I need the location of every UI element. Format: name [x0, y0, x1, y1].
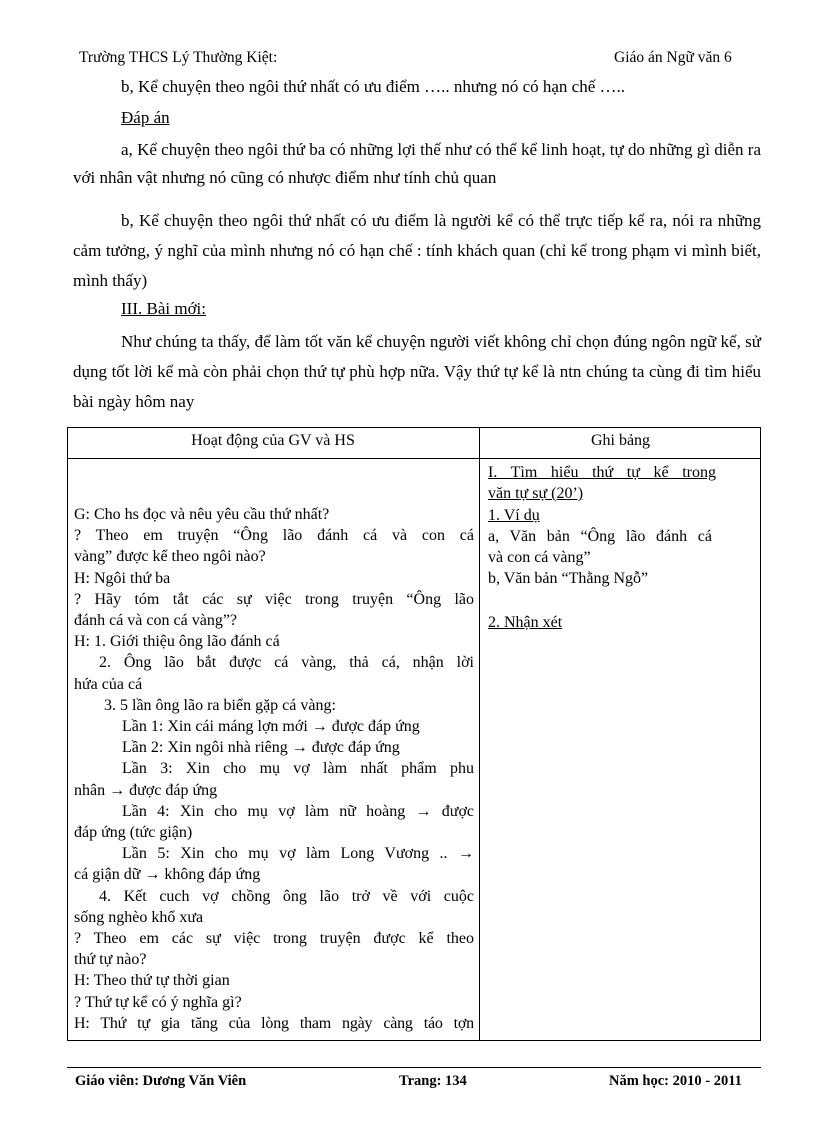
- table-header-board: Ghi bảng: [590, 432, 651, 449]
- intro-line-b: b, Kể chuyện theo ngôi thứ nhất có ưu điểm ….. nhưng nó có hạn chế …..: [121, 77, 626, 96]
- answer-a: a, Kể chuyện theo ngôi thứ ba có những lợi thế như có thể kể linh hoạt, tự do những gì diễn ra với nhân vật nhưng nó cũng có nhược điểm như tính chủ quan: [73, 140, 761, 187]
- table-header-divider: [67, 458, 761, 459]
- table-column-divider: [479, 427, 480, 1041]
- footer-teacher: Giáo viên: Dương Văn Viên: [75, 1073, 247, 1089]
- example-a-line-2: và con cá vàng”: [488, 549, 591, 566]
- activity-line: H: 1. Giới thiệu ông lão đánh cá: [74, 633, 280, 651]
- activity-line: hứa của cá: [74, 675, 143, 693]
- activity-line: 2. Ông lão bắt được cá vàng, thả cá, nhận lời: [99, 654, 474, 672]
- section-title-line-2: văn tự sự (20’): [488, 485, 584, 502]
- new-lesson-text: Như chúng ta thấy, để làm tốt văn kể chuyện người viết không chỉ chọn đúng ngôn ngữ kể, sử dụng tốt lời kể mà còn phải chọn thứ tự phù hợp nữa. Vậy thứ tự kể là ntn chúng ta cùng đi tìm hiểu bài ngày hôm nay: [73, 332, 761, 411]
- footer-divider: [67, 1067, 761, 1068]
- activity-line: vàng” được kể theo ngôi nào?: [74, 548, 266, 566]
- activity-line: H: Thứ tự gia tăng của lòng tham ngày càng táo tợn: [74, 1014, 474, 1032]
- activity-line: G: Cho hs đọc và nêu yêu cầu thứ nhất?: [74, 506, 330, 523]
- activities-column: [74, 504, 474, 1034]
- activity-line: đáp ứng (tức giận): [74, 824, 193, 842]
- new-lesson-heading: III. Bài mới:: [121, 299, 206, 318]
- remark-heading: 2. Nhận xét: [488, 614, 563, 631]
- example-heading: 1. Ví dụ: [488, 507, 540, 524]
- example-a-line-1: a, Văn bản “Ông lão đánh cá: [488, 528, 712, 545]
- activity-line: Lần 4: Xin cho mụ vợ làm nữ hoàng → được: [122, 802, 474, 820]
- table-header-activities: Hoạt động của GV và HS: [191, 432, 355, 449]
- example-b: b, Văn bản “Thằng Ngỗ”: [488, 570, 649, 587]
- activity-line: nhân → được đáp ứng: [74, 781, 218, 799]
- activity-line: Lần 3: Xin cho mụ vợ làm nhất phẩm phu: [122, 760, 474, 778]
- footer-year: Năm học: 2010 - 2011: [609, 1073, 742, 1089]
- section-title-line-1: I. Tìm hiểu thứ tự kể trong: [488, 464, 716, 481]
- activity-line: ? Theo em các sự việc trong truyện được kể theo: [74, 930, 474, 948]
- activity-line: Lần 2: Xin ngôi nhà riêng → được đáp ứng: [122, 739, 400, 757]
- answer-heading: Đáp án: [121, 108, 170, 127]
- footer-page: Trang: 134: [399, 1073, 467, 1089]
- activity-line: thứ tự nào?: [74, 951, 147, 969]
- activity-line: ? Thứ tự kể có ý nghĩa gì?: [74, 993, 242, 1011]
- activity-line: 4. Kết cuch vợ chồng ông lão trở về với cuộc: [99, 887, 474, 905]
- activity-line: H: Theo thứ tự thời gian: [74, 972, 230, 990]
- activity-line: 3. 5 lần ông lão ra biển gặp cá vàng:: [104, 696, 336, 714]
- activity-line: H: Ngôi thứ ba: [74, 569, 171, 587]
- activity-line: Lần 1: Xin cái máng lợn mới → được đáp ứng: [122, 718, 420, 736]
- activity-line: ? Theo em truyện “Ông lão đánh cá và con cá: [74, 527, 474, 545]
- activity-line: Lần 5: Xin cho mụ vợ làm Long Vương .. →: [122, 845, 474, 863]
- header-school: Trường THCS Lý Thường Kiệt:: [79, 49, 278, 66]
- header-subject: Giáo án Ngữ văn 6: [614, 49, 732, 66]
- activity-line: cá giận dữ → không đáp ứng: [74, 866, 261, 884]
- activity-line: ? Hãy tóm tắt các sự việc trong truyện “Ông lão: [74, 590, 474, 608]
- activity-line: đánh cá và con cá vàng”?: [74, 612, 238, 630]
- activity-line: sống nghèo khổ xưa: [74, 908, 204, 926]
- answer-b: b, Kể chuyện theo ngôi thứ nhất có ưu điểm là người kể có thể trực tiếp kể ra, nói ra những cảm tưởng, ý nghĩ của mình nhưng nó có hạn chế : tính khách quan (chỉ kể trong phạm vi mình biết, mình thấy): [73, 211, 761, 290]
